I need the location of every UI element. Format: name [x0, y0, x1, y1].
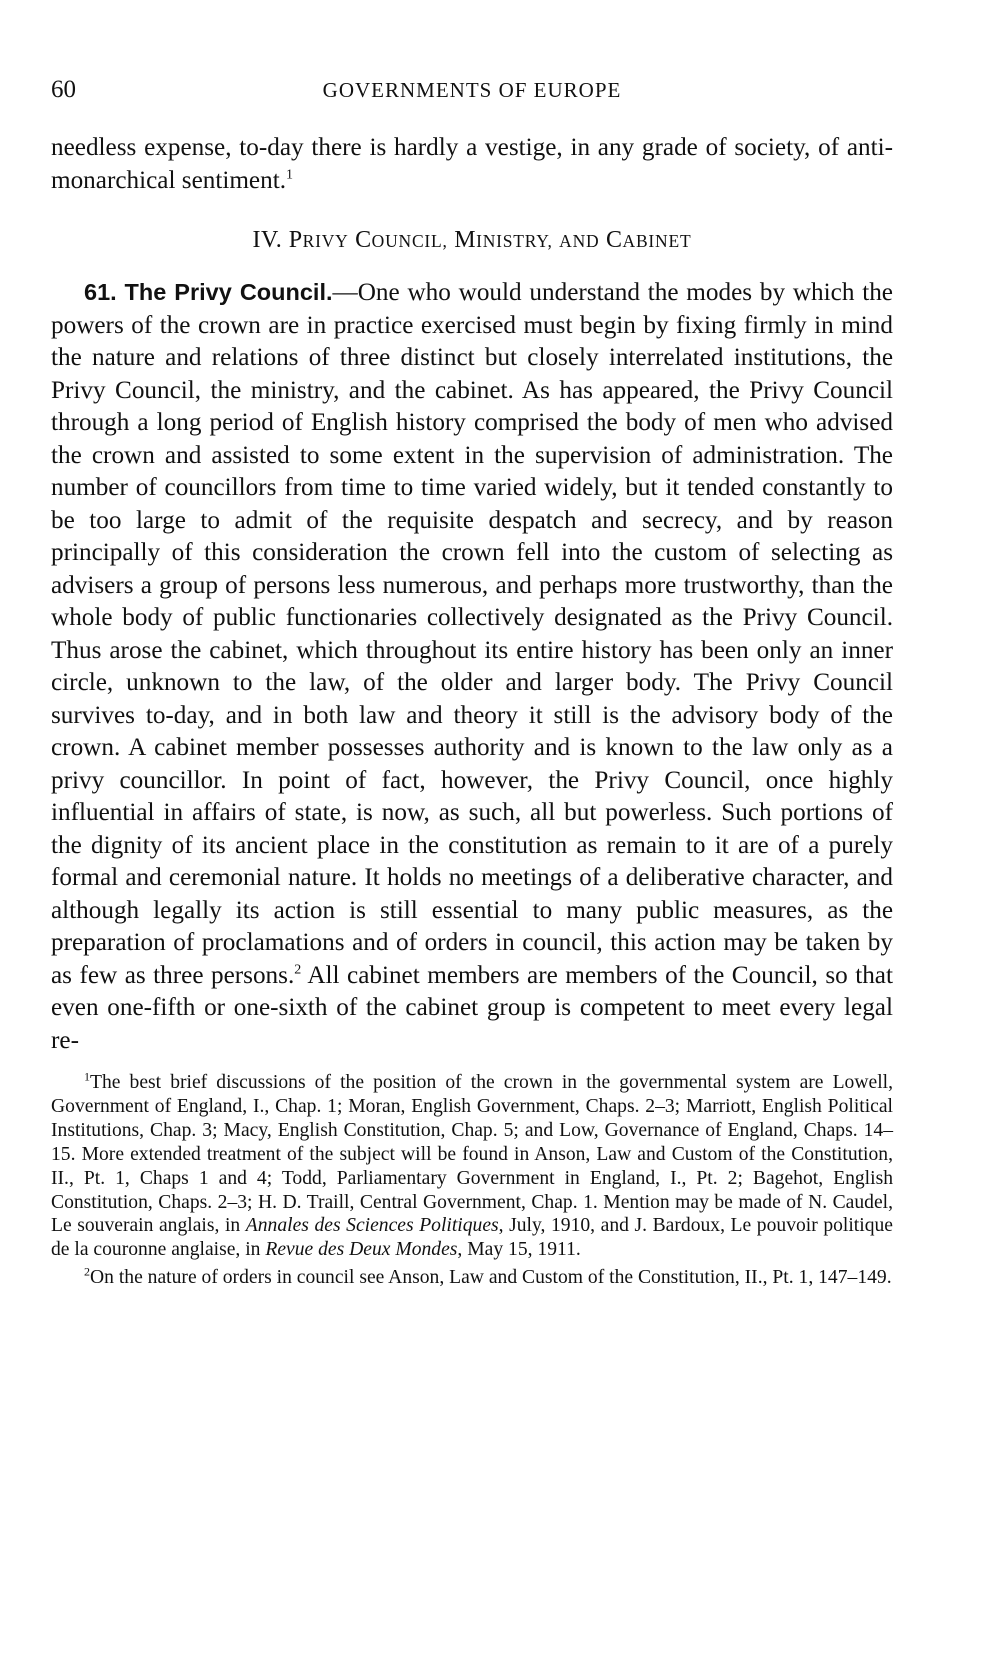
footnotes [51, 1071, 893, 1290]
book-page [51, 64, 893, 1294]
journal-revue: Revue des Deux Mondes [265, 1239, 458, 1261]
footnote-2-marker: 2 [84, 1264, 90, 1279]
journal-annales: Annales des Sciences Politiques [245, 1215, 499, 1237]
continued-paragraph-text: needless expense, to-day there is hardly a vestige, in any grade of society, of anti-monarchical sentiment. [51, 134, 893, 194]
body-text [51, 132, 893, 1057]
section-61-paragraph [51, 276, 893, 1057]
heading-word-council: COUNCIL, [355, 227, 448, 253]
section-61-text-continued: All cabinet members are members of the Council, so that even one-fifth or one-sixth of the cabinet group is competent to meet every legal re- [51, 961, 893, 1054]
page-number: 60 [51, 76, 76, 103]
footnote-2: $^2$On the nature of orders in council see Anson, Law and Custom of the Constitution, II., Pt. 1, 147–149. [84, 1264, 892, 1289]
section-heading [51, 227, 893, 254]
section-61-title: The Privy Council. [124, 279, 333, 305]
footnote-1-marker: 1 [84, 1069, 90, 1084]
footnote-ref-1[interactable]: 1 [286, 167, 294, 183]
section-numeral: IV. [252, 227, 283, 253]
continued-paragraph [51, 132, 893, 197]
section-61-number: 61. [84, 279, 117, 305]
heading-word-and: AND [559, 231, 600, 251]
heading-word-privy: PRIVY [288, 227, 349, 253]
heading-word-ministry: MINISTRY, [454, 227, 553, 253]
section-61-text: —One who would understand the modes by which the powers of the crown are in practice exercised must begin by fixing firmly in mind the nature and relations of three distinct but closely interrelated institutions, the Privy Council, the ministry, and the cabinet. As has appeared, the Privy Council through a long period of English history comprised the body of men who advised the crown and assisted to some extent in the supervision of administration. The number of councillors from time to time varied widely, but it tended constantly to be too large to admit of the requisite despatch and secrecy, and by reason principally of this consideration the crown fell into the custom of selecting as advisers a group of persons less numerous, and perhaps more trustworthy, than the whole body of public functionaries collectively designated as the Privy Council. Thus arose the cabinet, which throughout its entire history has been only an inner circle, unknown to the law, of the older and larger body. The Privy Council survives to-day, and in both law and theory it still is the advisory body of the crown. A cabinet member possesses authority and is known to the law only as a privy councillor. In point of fact, however, the Privy Council, once highly influential in affairs of state, is now, as such, all but powerless. Such portions of the dignity of its ancient place in the constitution as remain to it are of a purely formal and ceremonial nature. It holds no meetings of a deliberative character, and although legally its action is still essential to many public measures, as the preparation of proclamations and of orders in council, this action may be taken by as few as three persons. [51, 279, 893, 989]
heading-word-cabinet: CABINET [605, 227, 692, 253]
page-header [51, 64, 893, 104]
running-head: GOVERNMENTS OF EUROPE [322, 78, 622, 102]
footnote-ref-2[interactable]: 2 [294, 962, 302, 978]
footnote-1: $^1$The best brief discussions of the position of the crown in the governmental system are Lowell, Government of England, I., Chap. 1; Moran, English Government, Chaps. 2–3; Marriott, English Political Institutions, Chap. 3; Macy, English Constitution, Chap. 5; and Low, Governance of England, Chaps. 14–15. More extended treatment of the subject will be found in Anson, Law and Custom of the Constitution, II., Pt. 1, Chaps 1 and 4; Todd, Parliamentary Government in England, I., Pt. 2; Bagehot, English Constitution, Chaps. 2–3; H. D. Traill, Central Government, Chap. 1. Mention may be made of N. Caudel, Le souverain anglais, in Annales des Sciences Politiques, July, 1910, and J. Bardoux, Le pouvoir politique de la couronne anglaise, in Revue des Deux Mondes, May 15, 1911. [51, 1069, 893, 1261]
